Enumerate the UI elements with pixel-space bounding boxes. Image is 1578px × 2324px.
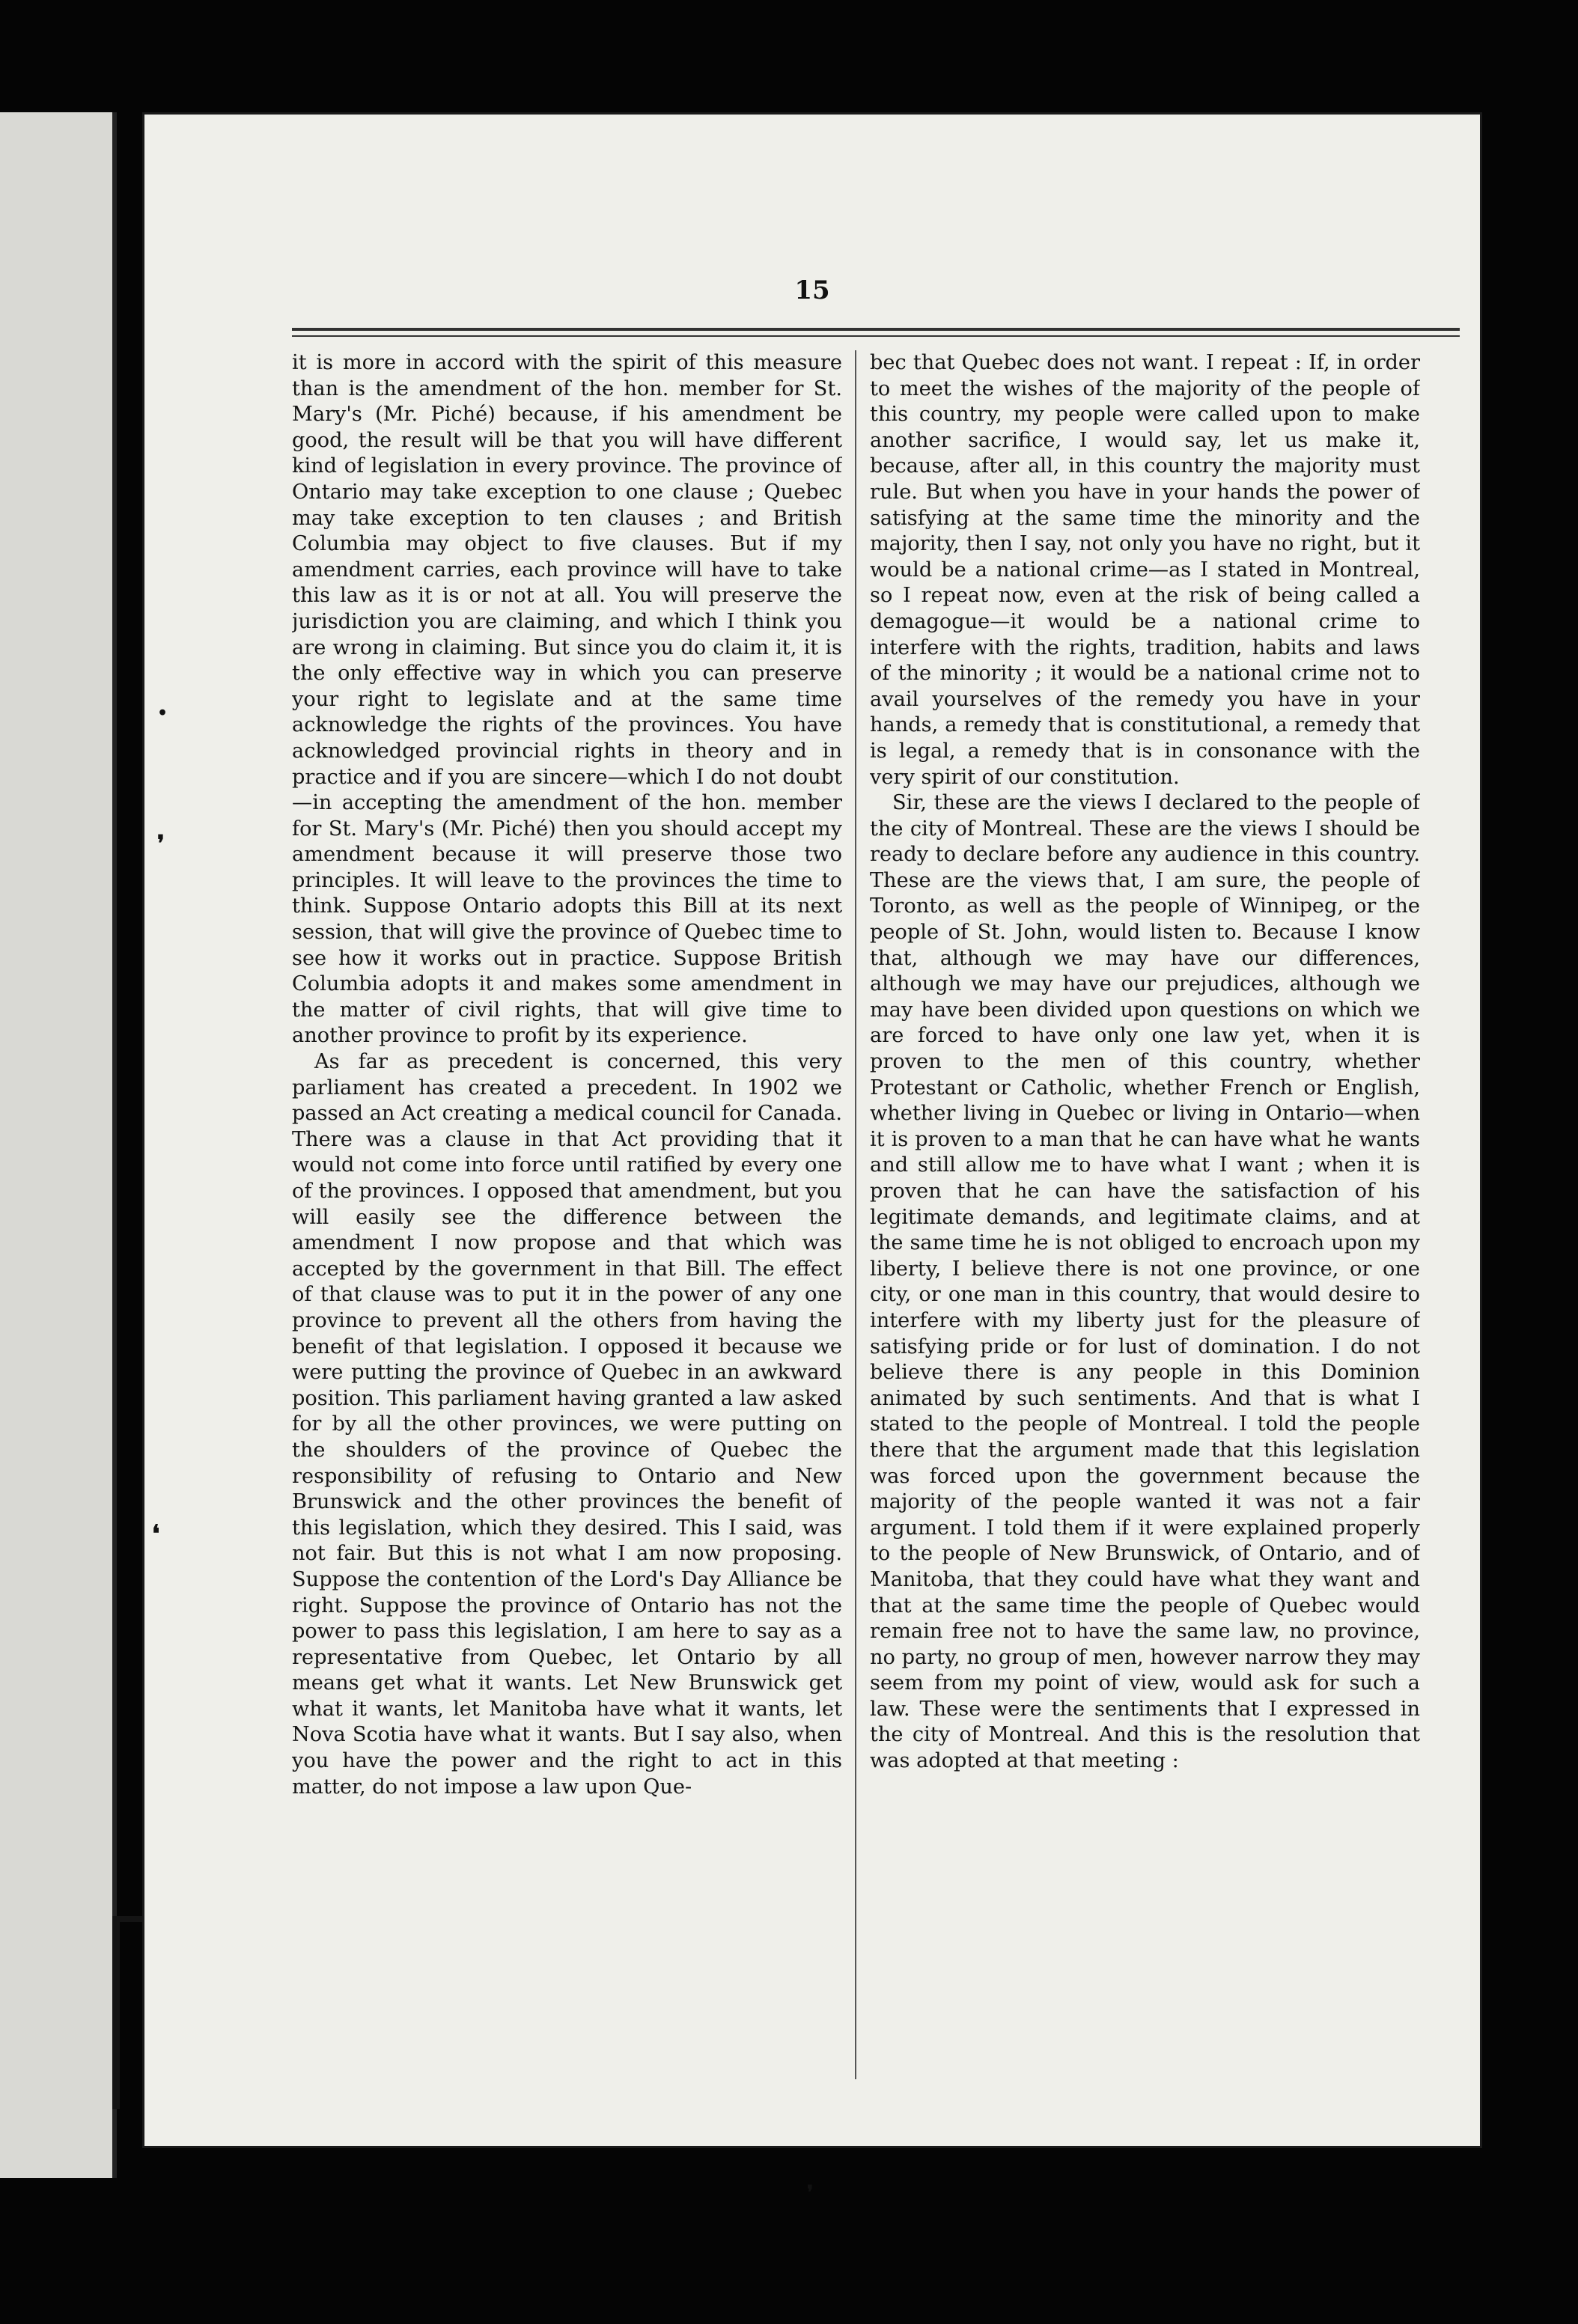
adjacent-page-edge (0, 112, 117, 2178)
margin-mark: ❛ (152, 1519, 160, 1548)
margin-mark: ❜ (157, 831, 165, 857)
right-column (870, 350, 1420, 2094)
paragraph: Sir, these are the views I declared to the people of the city of Montreal. These are the views I should be ready to declare before any audience in this country. These are the views that, I am sure, the people of Toronto, as well as the people of Winnipeg, or the people of St. John, would listen to. Because I know that, although we may have our differences, although we may have our prejudices, although we may have been divided upon questions on which we are forced to have only one law yet, when it is proven to the men of this country, whether Protestant or Catholic, whether French or English, whether living in Quebec or living in Ontario—when it is proven to a man that he can have what he wants and still allow me to have what I want ; when it is proven that he can have the satisfaction of his legitimate demands, and legitimate claims, and at the same time he is not obliged to encroach upon my liberty, I believe there is not one province, or one city, or one man in this country, that would desire to interfere with my liberty just for the pleasure of satisfying pride or for lust of domination. I do not believe there is any people in this Dominion animated by such sentiments. And that is what I stated to the people of Montreal. I told the people there that the argument made that this legislation was forced upon the government because the majority of the people wanted it was not a fair argument. I told them if it were explained properly to the people of New Brunswick, of Ontario, and of Manitoba, that they could have what they want and that at the same time the people of Quebec would remain free not to have the same law, no province, no party, no group of men, however narrow they may seem from my point of view, would ask for such a law. These were the sentiments that I expressed in the city of Montreal. And this is the resolution that was adopted at that meeting : (870, 791, 1420, 1773)
page-number: 15 (794, 275, 830, 305)
paragraph: it is more in accord with the spirit of this measure than is the amendment of the hon. member for St. Mary's (Mr. Piché) because, if his amendment be good, the result will be that you will have different kind of legislation in every province. The province of Ontario may take exception to one clause ; Quebec may take exception to ten clauses ; and British Columbia may object to five clauses. But if my amendment carries, each province will have to take this law as it is or not at all. You will preserve the jurisdiction you are claiming, and which I think you are wrong in claiming. But since you do claim it, it is the only effective way in which you can preserve your right to legislate and at the same time acknowledge the rights of the provinces. You have acknowledged provincial rights in theory and in practice and if you are sincere—which I do not doubt—in accepting the amendment of the hon. member for St. Mary's (Mr. Piché) then you should accept my amendment because it will preserve those two principles. It will leave to the provinces the time to think. Suppose Ontario adopts this Bill at its next session, that will give the province of Quebec time to see how it works out in practice. Suppose British Columbia adopts it and makes some amendment in the matter of civil rights, that will give time to another province to profit by its experience. (292, 351, 842, 1048)
header-rule-thin (292, 335, 1460, 337)
left-column (292, 350, 842, 2094)
header-rule (292, 328, 1460, 331)
paragraph: bec that Quebec does not want. I repeat : If, in order to meet the wishes of the majority of the people of this country, my people were called upon to make another sacrifice, I would say, let us make it, because, after all, in this country the majority must rule. But when you have in your hands the power of satisfying at the same time the minority and the majority, then I say, not only you have no right, but it would be a national crime—as I stated in Montreal, so I repeat now, even at the risk of being called a demagogue—it would be a national crime to interfere with the rights, tradition, habits and laws of the minority ; it would be a national crime not to avail yourselves of the remedy you have in your hands, a remedy that is constitutional, a remedy that is legal, a remedy that is in consonance with the very spirit of our constitution. (870, 351, 1420, 789)
margin-mark: • (157, 704, 168, 723)
margin-mark: ❜ (807, 2182, 814, 2204)
paragraph: As far as precedent is concerned, this very parliament has created a precedent. In 1902 we passed an Act creating a medical council for Canada. There was a clause in that Act providing that it would not come into force until ratified by every one of the provinces. I opposed that amendment, but you will easily see the difference between the amendment I now propose and that which was accepted by the government in that Bill. The effect of that clause was to put it in the power of any one province to prevent all the others from having the benefit of that legislation. I opposed it because we were putting the province of Quebec in an awkward position. This parliament having granted a law asked for by all the other provinces, we were putting on the shoulders of the province of Quebec the responsibility of refusing to Ontario and New Brunswick and the other provinces the benefit of this legislation, which they desired. This I said, was not fair. But this is not what I am now proposing. Suppose the contention of the Lord's Day Alliance be right. Suppose the province of Ontario has not the power to pass this legislation, I am here to say as a representative from Quebec, let Ontario by all means get what it wants. Let New Brunswick get what it wants, let Manitoba have what it wants, let Nova Scotia have what it wants. But I say also, when you have the power and the right to act in this matter, do not impose a law upon Que- (292, 1050, 842, 1799)
column-divider (855, 350, 856, 2079)
document-page (142, 112, 1482, 2148)
